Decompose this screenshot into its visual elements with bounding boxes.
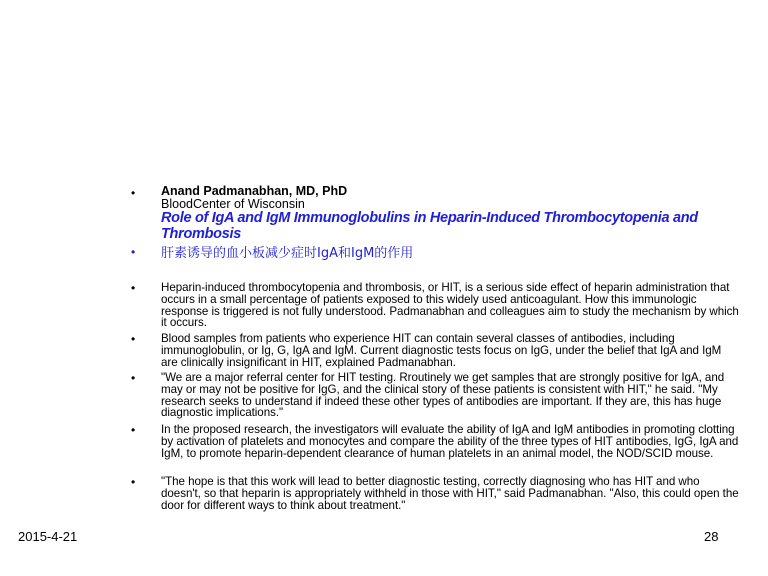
speaker-name: Anand Padmanabhan, MD, PhD (161, 184, 348, 198)
paragraph-text: Heparin-induced thrombocytopenia and thrombosis, or HIT, is a serious side effect of heparin administration that occurs in a small percentage of patients exposed to this widely used anticoagulant. How this immunologic response is triggered is not fully understood. Padmanabhan and colleagues aim to study the mechanism by which it occurs. (161, 281, 739, 330)
chinese-title-block (161, 244, 741, 262)
page-number: 28 (704, 529, 719, 544)
bullet-icon: • (131, 332, 136, 346)
bullet-icon: • (131, 423, 136, 437)
paragraph-text: "We are a major referral center for HIT testing. Rroutinely we get samples that are strongly positive for IgA, and may or may not be positive for IgG, and the clinical story of these patients is consistent with HIT," he said. "My research seeks to understand if indeed these other types of antibodies are important. If they are, this has huge diagnostic implications." (161, 371, 725, 420)
footer-date: 2015-4-21 (18, 529, 78, 544)
speaker-organization: BloodCenter of Wisconsin (161, 197, 305, 211)
chinese-title: 肝素诱导的血小板减少症时IgA和IgM的作用 (161, 246, 414, 261)
paragraph-text: In the proposed research, the investigators will evaluate the ability of IgA and IgM antibodies in promoting clotting by activation of platelets and monocytes and compare the ability of the three types of HIT antibodies, IgG, IgA and IgM, to promote heparin-dependent clearance of human platelets in an animal model, the NOD/SCID mouse. (161, 423, 739, 460)
bullet-icon: • (131, 281, 136, 295)
paragraph-text: Blood samples from patients who experience HIT can contain several classes of antibodies, including immunoglobulin, or Ig, G, IgA and IgM. Current diagnostic tests focus on IgG, under the belief that IgA and IgM are clinically insignificant in HIT, explained Padmanabhan. (161, 332, 722, 369)
bullet-icon: • (131, 371, 136, 385)
bullet-icon: • (131, 245, 136, 259)
speaker-block (161, 185, 741, 242)
talk-title: Role of IgA and IgM Immunoglobulins in Heparin-Induced Thrombocytopenia and Thrombosis (161, 210, 698, 242)
paragraph-text: "The hope is that this work will lead to better diagnostic testing, correctly diagnosing who has HIT and who doesn't, so that heparin is appropriately withheld in those with HIT," said Padmanabhan. "Also, this could open the door for different ways to think about treatment." (161, 475, 739, 512)
bullet-icon: • (131, 475, 136, 489)
bullet-icon: • (131, 186, 136, 200)
